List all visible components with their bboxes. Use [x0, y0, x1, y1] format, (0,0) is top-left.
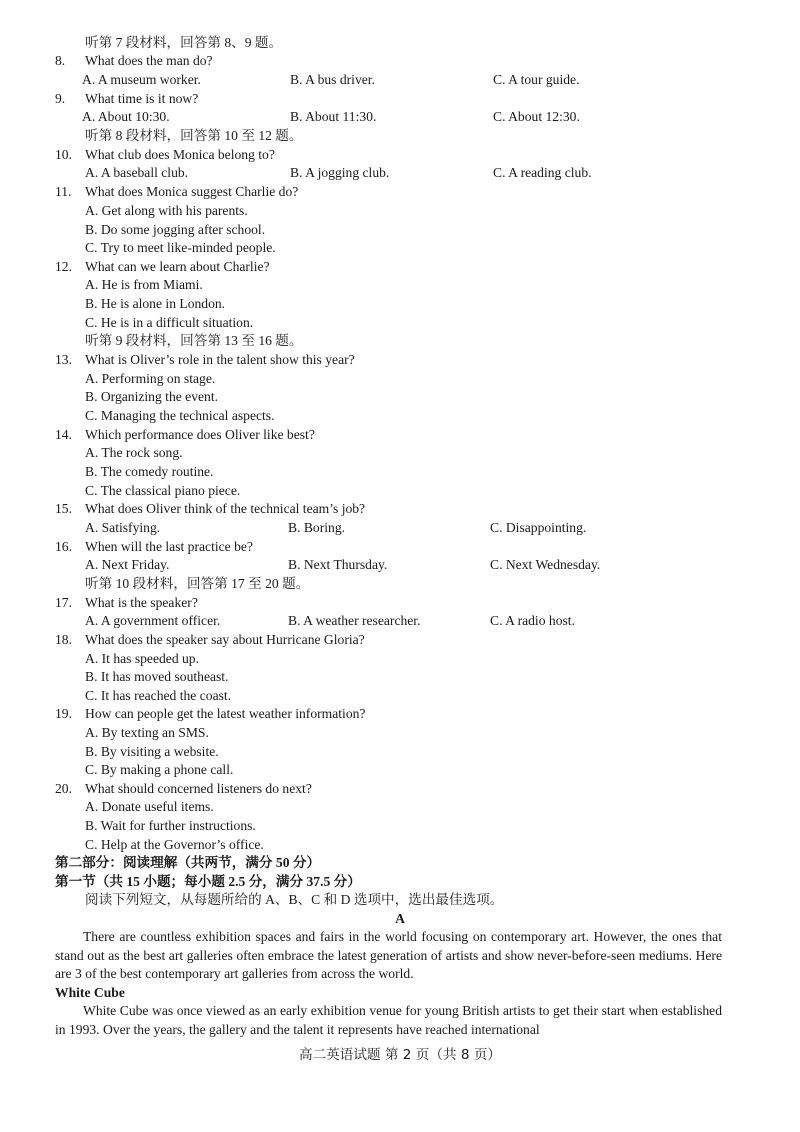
question-number: 18. [55, 632, 72, 647]
question-14 [55, 426, 315, 444]
option-17a: A. A government officer. [85, 613, 221, 628]
question-11 [55, 183, 298, 201]
option-16a: A. Next Friday. [85, 557, 170, 572]
section-instruction-8: 听第 8 段材料，回答第 10 至 12 题。 [85, 128, 303, 143]
section-instruction-9: 听第 9 段材料，回答第 13 至 16 题。 [85, 333, 303, 348]
question-number: 10. [55, 147, 72, 162]
option-18c: C. It has reached the coast. [85, 688, 232, 703]
question-13 [55, 351, 355, 369]
question-number: 13. [55, 352, 72, 367]
option-9a: A. About 10:30. [82, 109, 170, 124]
passage-label: A [395, 911, 405, 926]
option-20a: A. Donate useful items. [85, 799, 214, 814]
section-instruction-7: 听第 7 段材料，回答第 8、9 题。 [85, 35, 283, 50]
option-11c: C. Try to meet like-minded people. [85, 240, 276, 255]
question-text: What can we learn about Charlie? [85, 259, 270, 274]
option-10c: C. A reading club. [493, 165, 592, 180]
question-number: 11. [55, 184, 72, 199]
option-8b: B. A bus driver. [290, 72, 375, 87]
question-number: 20. [55, 781, 72, 796]
question-19 [55, 705, 365, 723]
question-text: Which performance does Oliver like best? [85, 427, 315, 442]
option-20c: C. Help at the Governor’s office. [85, 837, 264, 852]
option-11b: B. Do some jogging after school. [85, 222, 266, 237]
option-11a: A. Get along with his parents. [85, 203, 248, 218]
question-text: What does Oliver think of the technical team’s job? [85, 501, 366, 516]
question-text: What does Monica suggest Charlie do? [85, 184, 299, 199]
question-text: What is the speaker? [85, 595, 198, 610]
question-text: When will the last practice be? [85, 539, 253, 554]
question-18 [55, 631, 365, 649]
question-text: How can people get the latest weather information? [85, 706, 366, 721]
question-16 [55, 538, 253, 556]
option-13b: B. Organizing the event. [85, 389, 219, 404]
option-10a: A. A baseball club. [85, 165, 189, 180]
option-12c: C. He is in a difficult situation. [85, 315, 254, 330]
question-20 [55, 780, 312, 798]
question-text: What does the speaker say about Hurricane Gloria? [85, 632, 365, 647]
option-13a: A. Performing on stage. [85, 371, 216, 386]
question-text: What does the man do? [85, 53, 213, 68]
question-number: 16. [55, 539, 72, 554]
question-9 [55, 90, 198, 108]
option-15a: A. Satisfying. [85, 520, 161, 535]
option-9c: C. About 12:30. [493, 109, 580, 124]
option-18a: A. It has speeded up. [85, 651, 200, 666]
question-15 [55, 500, 365, 518]
option-12b: B. He is alone in London. [85, 296, 226, 311]
question-number: 14. [55, 427, 72, 442]
question-number: 8. [55, 53, 66, 68]
passage-heading: White Cube [55, 985, 125, 1000]
option-17b: B. A weather researcher. [288, 613, 421, 628]
option-10b: B. A jogging club. [290, 165, 390, 180]
question-10 [55, 146, 275, 164]
question-number: 15. [55, 501, 72, 516]
question-17 [55, 594, 198, 612]
question-text: What club does Monica belong to? [85, 147, 275, 162]
question-number: 12. [55, 259, 72, 274]
option-14b: B. The comedy routine. [85, 464, 214, 479]
option-8a: A. A museum worker. [82, 72, 201, 87]
option-17c: C. A radio host. [490, 613, 575, 628]
option-19b: B. By visiting a website. [85, 744, 219, 759]
option-19a: A. By texting an SMS. [85, 725, 209, 740]
option-16c: C. Next Wednesday. [490, 557, 601, 572]
question-number: 19. [55, 706, 72, 721]
option-15c: C. Disappointing. [490, 520, 587, 535]
option-15b: B. Boring. [288, 520, 346, 535]
option-14a: A. The rock song. [85, 445, 183, 460]
option-13c: C. Managing the technical aspects. [85, 408, 275, 423]
option-20b: B. Wait for further instructions. [85, 818, 256, 833]
option-8c: C. A tour guide. [493, 72, 580, 87]
question-text: What is Oliver’s role in the talent show this year? [85, 352, 355, 367]
question-text: What should concerned listeners do next? [85, 781, 312, 796]
option-12a: A. He is from Miami. [85, 277, 203, 292]
passage-paragraph-2: White Cube was once viewed as an early exhibition venue for young British artists to get their start when established in 1993. Over the years, the gallery and the talent it represents have reached international [55, 1003, 722, 1037]
question-12 [55, 258, 270, 276]
question-number: 9. [55, 91, 66, 106]
part2-title: 第二部分：阅读理解（共两节，满分 50 分） [55, 855, 321, 870]
option-16b: B. Next Thursday. [288, 557, 388, 572]
question-number: 17. [55, 595, 72, 610]
question-text: What time is it now? [85, 91, 199, 106]
passage-paragraph-1: There are countless exhibition spaces and fairs in the world focusing on contemporary art. However, the ones that stand out as the best art galleries often embrace the latest generation of artists and show never-before-seen mediums. Here are 3 of the best contemporary art galleries from across the world. [55, 929, 722, 981]
option-19c: C. By making a phone call. [85, 762, 234, 777]
part2-section1-title: 第一节（共 15 小题；每小题 2.5 分，满分 37.5 分） [55, 874, 361, 889]
option-18b: B. It has moved southeast. [85, 669, 229, 684]
option-14c: C. The classical piano piece. [85, 483, 241, 498]
option-9b: B. About 11:30. [290, 109, 377, 124]
part2-instruction: 阅读下列短文，从每题所给的 A、B、C 和 D 选项中，选出最佳选项。 [85, 892, 504, 907]
page-footer: 高二英语试题 第 2 页（共 8 页） [298, 1047, 502, 1063]
question-8 [55, 52, 213, 70]
section-instruction-10: 听第 10 段材料，回答第 17 至 20 题。 [85, 576, 310, 591]
